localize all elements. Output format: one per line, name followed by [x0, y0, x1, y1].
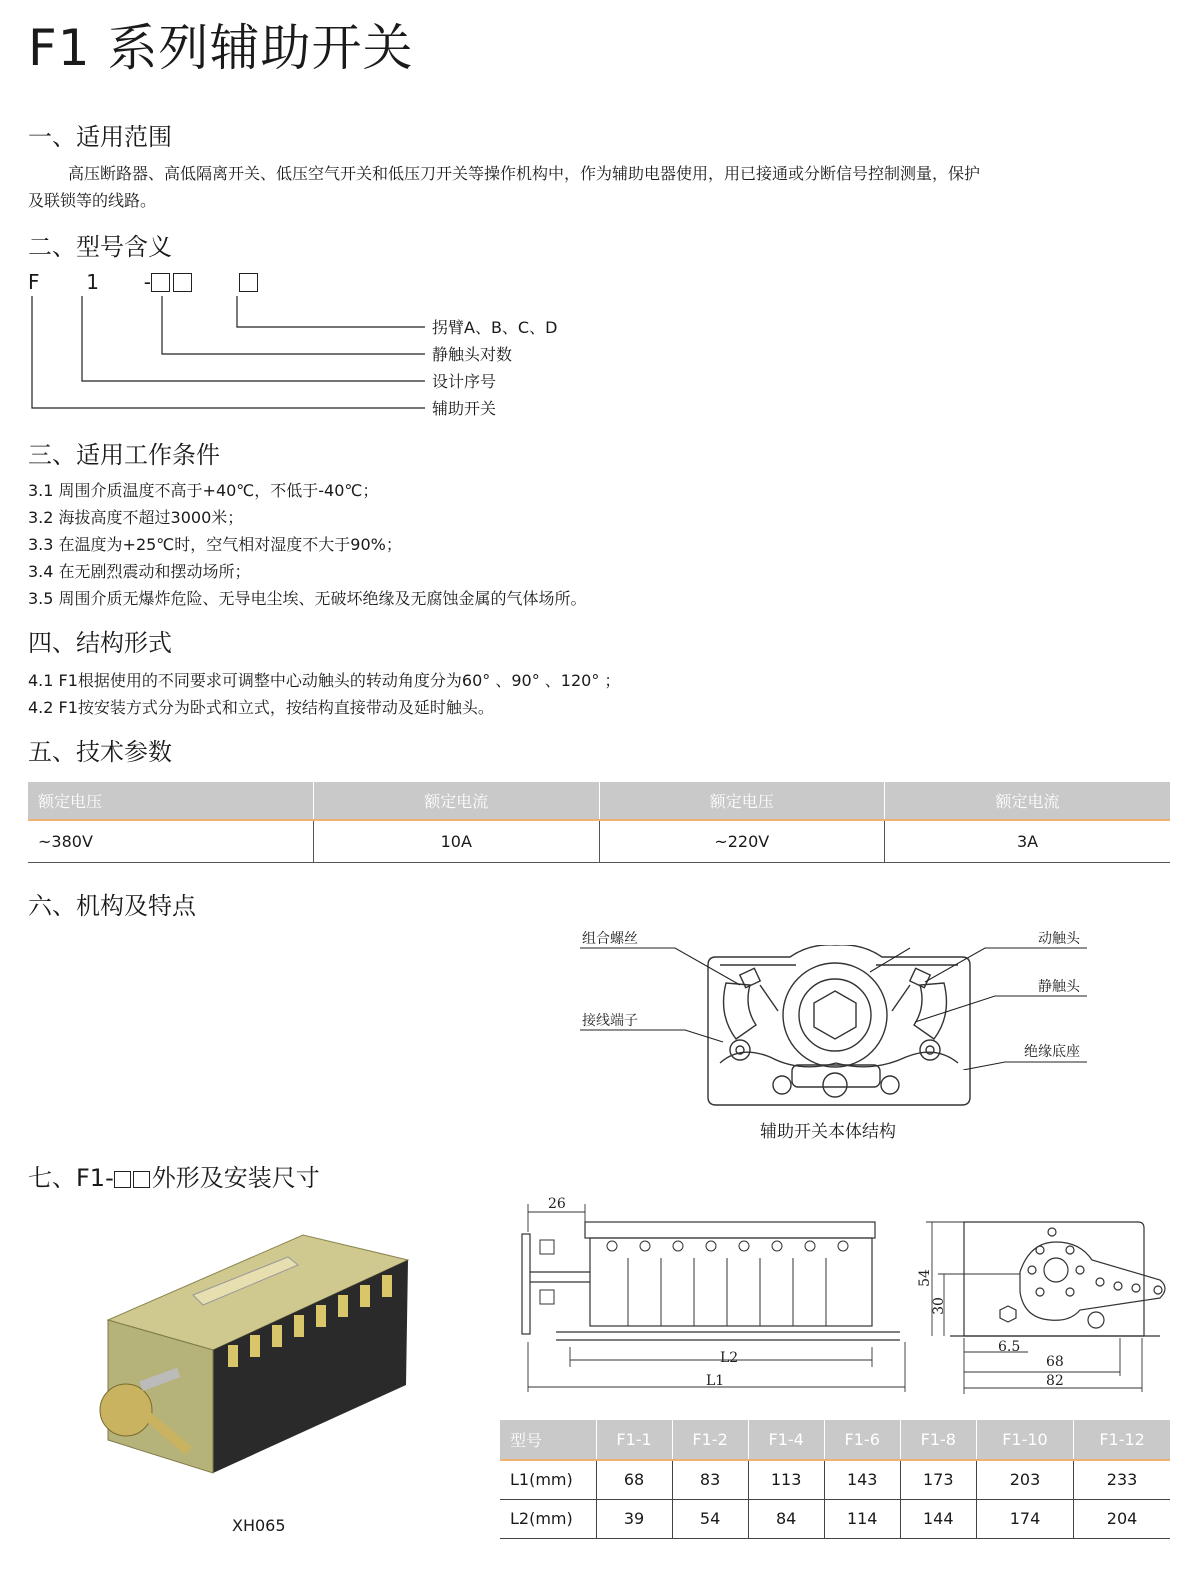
label-static-contact: 静触头 — [1038, 979, 1080, 995]
placeholder-box — [114, 1171, 131, 1188]
table-cell: 203 — [976, 1460, 1073, 1499]
dim-30: 30 — [930, 1297, 947, 1315]
scope-text-line1: 高压断路器、高低隔离开关、低压空气开关和低压刀开关等操作机构中，作为辅助电器使用，用已接通或分断信号控制测量，保护 — [68, 164, 981, 183]
condition-item: 3.3 在温度为+25℃时，空气相对湿度不大于90%； — [28, 535, 402, 554]
condition-item: 3.5 周围介质无爆炸危险、无导电尘埃、无破坏绝缘及无腐蚀金属的气体场所。 — [28, 589, 587, 608]
scope-text-line2: 及联锁等的线路。 — [28, 191, 157, 210]
table-row — [28, 820, 1170, 862]
section-heading-structure: 四、结构形式 — [28, 629, 172, 657]
dim-l1: L1 — [706, 1373, 725, 1389]
dim-82: 82 — [1046, 1373, 1064, 1389]
product-photo — [88, 1225, 428, 1485]
section-heading-conditions: 三、适用工作条件 — [28, 441, 220, 469]
mechanism-leader-lines — [575, 930, 1095, 1070]
label-insulation-base: 绝缘底座 — [1024, 1044, 1080, 1060]
table-header-cell: 额定电压 — [599, 782, 885, 820]
heading-prefix: 七、F1- — [28, 1164, 114, 1192]
table-cell: 83 — [672, 1460, 748, 1499]
table-header-cell: 额定电流 — [314, 782, 600, 820]
section-heading-model: 二、型号含义 — [28, 233, 172, 261]
table-cell: 143 — [824, 1460, 900, 1499]
model-label-arm: 拐臂A、B、C、D — [432, 318, 558, 337]
table-header-cell: F1-8 — [900, 1420, 976, 1460]
structure-item: 4.1 F1根据使用的不同要求可调整中心动触头的转动角度分为60° 、90° 、120° ； — [28, 671, 621, 690]
table-row — [500, 1499, 1170, 1538]
label-combo-screw: 组合螺丝 — [582, 931, 638, 947]
table-cell: ~380V — [28, 820, 314, 862]
table-row-label: L1(mm) — [500, 1460, 596, 1499]
dimensions-table — [500, 1420, 1170, 1539]
table-header-cell: F1-4 — [748, 1420, 824, 1460]
section-heading-dimensions — [28, 1163, 320, 1193]
placeholder-box — [133, 1171, 150, 1188]
tech-params-table — [28, 782, 1170, 863]
table-header-cell: F1-12 — [1074, 1420, 1170, 1460]
dim-54: 54 — [916, 1269, 933, 1287]
table-cell: 39 — [596, 1499, 672, 1538]
model-label-contacts: 静触头对数 — [432, 345, 513, 364]
side-view-drawing — [500, 1192, 920, 1402]
model-label-design: 设计序号 — [432, 372, 497, 391]
model-code-1: 1 — [86, 270, 99, 294]
table-cell: 10A — [314, 820, 600, 862]
table-cell: ~220V — [599, 820, 885, 862]
table-header-row — [500, 1420, 1170, 1460]
table-header-cell: F1-2 — [672, 1420, 748, 1460]
model-label-aux-switch: 辅助开关 — [432, 399, 497, 418]
label-moving-contact: 动触头 — [1038, 931, 1080, 947]
section-heading-mechanism: 六、机构及特点 — [28, 892, 196, 920]
table-cell: 204 — [1074, 1499, 1170, 1538]
section-heading-scope: 一、适用范围 — [28, 123, 172, 151]
dim-6-5: 6.5 — [998, 1339, 1021, 1355]
heading-suffix: 外形及安装尺寸 — [151, 1164, 320, 1192]
table-header-row — [28, 782, 1170, 820]
table-cell: 144 — [900, 1499, 976, 1538]
table-cell: 173 — [900, 1460, 976, 1499]
table-row-label: L2(mm) — [500, 1499, 596, 1538]
table-header-cell: F1-6 — [824, 1420, 900, 1460]
table-header-cell: 额定电压 — [28, 782, 314, 820]
table-row — [500, 1460, 1170, 1499]
diagram-caption: 辅助开关本体结构 — [760, 1122, 896, 1142]
table-cell: 174 — [976, 1499, 1073, 1538]
model-code-f: F — [28, 270, 40, 294]
table-cell: 113 — [748, 1460, 824, 1499]
table-cell: 84 — [748, 1499, 824, 1538]
table-header-cell: 型号 — [500, 1420, 596, 1460]
table-header-cell: F1-10 — [976, 1420, 1073, 1460]
model-code-dash: - — [143, 270, 151, 294]
table-header-cell: 额定电流 — [885, 782, 1171, 820]
table-cell: 3A — [885, 820, 1171, 862]
model-leader-lines — [0, 290, 440, 420]
table-cell: 233 — [1074, 1460, 1170, 1499]
table-cell: 114 — [824, 1499, 900, 1538]
dim-26: 26 — [548, 1196, 566, 1212]
section-heading-params: 五、技术参数 — [28, 738, 172, 766]
dim-68: 68 — [1046, 1354, 1064, 1370]
structure-item: 4.2 F1按安装方式分为卧式和立式，按结构直接带动及延时触头。 — [28, 698, 494, 717]
condition-item: 3.1 周围介质温度不高于+40℃，不低于-40℃； — [28, 481, 379, 500]
label-terminal: 接线端子 — [582, 1013, 638, 1029]
page-title: F1 系列辅助开关 — [28, 19, 414, 77]
condition-item: 3.2 海拔高度不超过3000米； — [28, 508, 244, 527]
table-header-cell: F1-1 — [596, 1420, 672, 1460]
dim-l2: L2 — [720, 1350, 739, 1366]
table-cell: 68 — [596, 1460, 672, 1499]
photo-caption: XH065 — [232, 1516, 286, 1535]
condition-item: 3.4 在无剧烈震动和摆动场所； — [28, 562, 251, 581]
table-cell: 54 — [672, 1499, 748, 1538]
